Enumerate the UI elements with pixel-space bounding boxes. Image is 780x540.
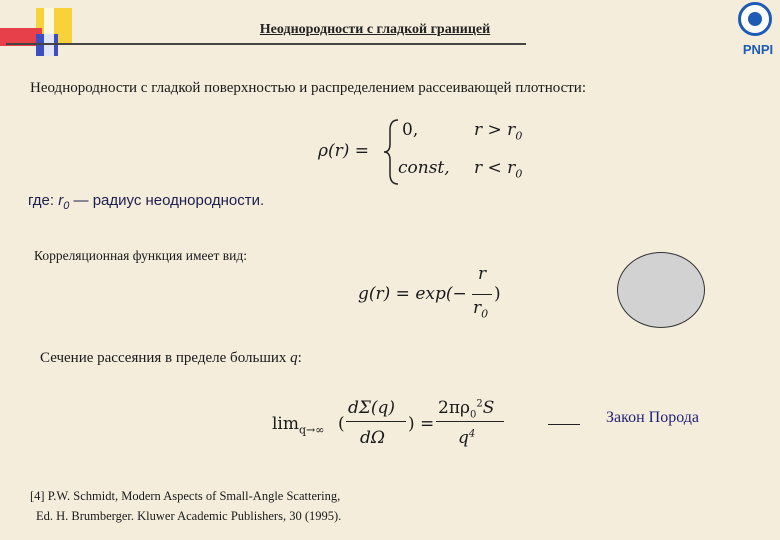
reference-line-2: Ed. H. Brumberger. Kluwer Academic Publishers, 30 (1995).	[36, 509, 342, 523]
law-dash	[548, 424, 580, 425]
porod-close: ) =	[408, 414, 435, 434]
porod-law-label: Закон Порода	[606, 409, 699, 426]
porod-rden: $q^4$	[458, 428, 476, 448]
reference-line-1: [4] P.W. Schmidt, Modern Aspects of Small-Angle Scattering,	[30, 489, 341, 503]
porod-lim: $\lim_{q\to\infty}$	[272, 414, 325, 437]
reference	[30, 486, 341, 526]
porod-rnum: $2\pi\rho_0^2S$	[438, 398, 495, 421]
pnpi-logo	[736, 2, 776, 62]
g-den: $r_0$	[473, 298, 489, 321]
case2-cond: $r < r_0$	[474, 158, 523, 181]
porod-right-bar	[436, 421, 504, 422]
porod-fraction-bar	[346, 421, 406, 422]
case1-value: 0,	[402, 120, 419, 140]
porod-open: (	[338, 414, 345, 434]
rho-lhs: ρ(r) =	[318, 141, 370, 161]
where-text: где: $r_0$ — радиус неоднородности.	[28, 192, 265, 212]
porod-den: dΩ	[360, 428, 385, 448]
g-lhs: g(r) = exp(−	[358, 284, 467, 304]
cross-section-text: Сечение рассеяния в пределе больших q:	[40, 350, 302, 366]
case2-value: const,	[398, 158, 450, 178]
porod-equation	[272, 396, 512, 458]
case1-cond: $r > r_0$	[474, 120, 523, 143]
g-num: r	[478, 264, 487, 284]
intro-text: Неоднородности с гладкой поверхностью и распределением рассеивающей плотности:	[30, 80, 586, 96]
correlation-text: Корреляционная функция имеет вид:	[34, 248, 247, 263]
g-equation	[358, 264, 518, 326]
page-title: Неоднородности с гладкой границей	[259, 22, 491, 37]
logo-text: PNPI	[742, 42, 774, 57]
g-fraction-bar	[472, 294, 492, 295]
header-rule	[6, 43, 526, 45]
inhomogeneity-circle	[617, 252, 705, 328]
g-close: )	[494, 284, 501, 304]
decor-white-stripe	[44, 8, 54, 56]
logo-icon	[738, 2, 772, 36]
rho-equation	[318, 118, 538, 188]
porod-num: dΣ(q)	[348, 398, 396, 418]
